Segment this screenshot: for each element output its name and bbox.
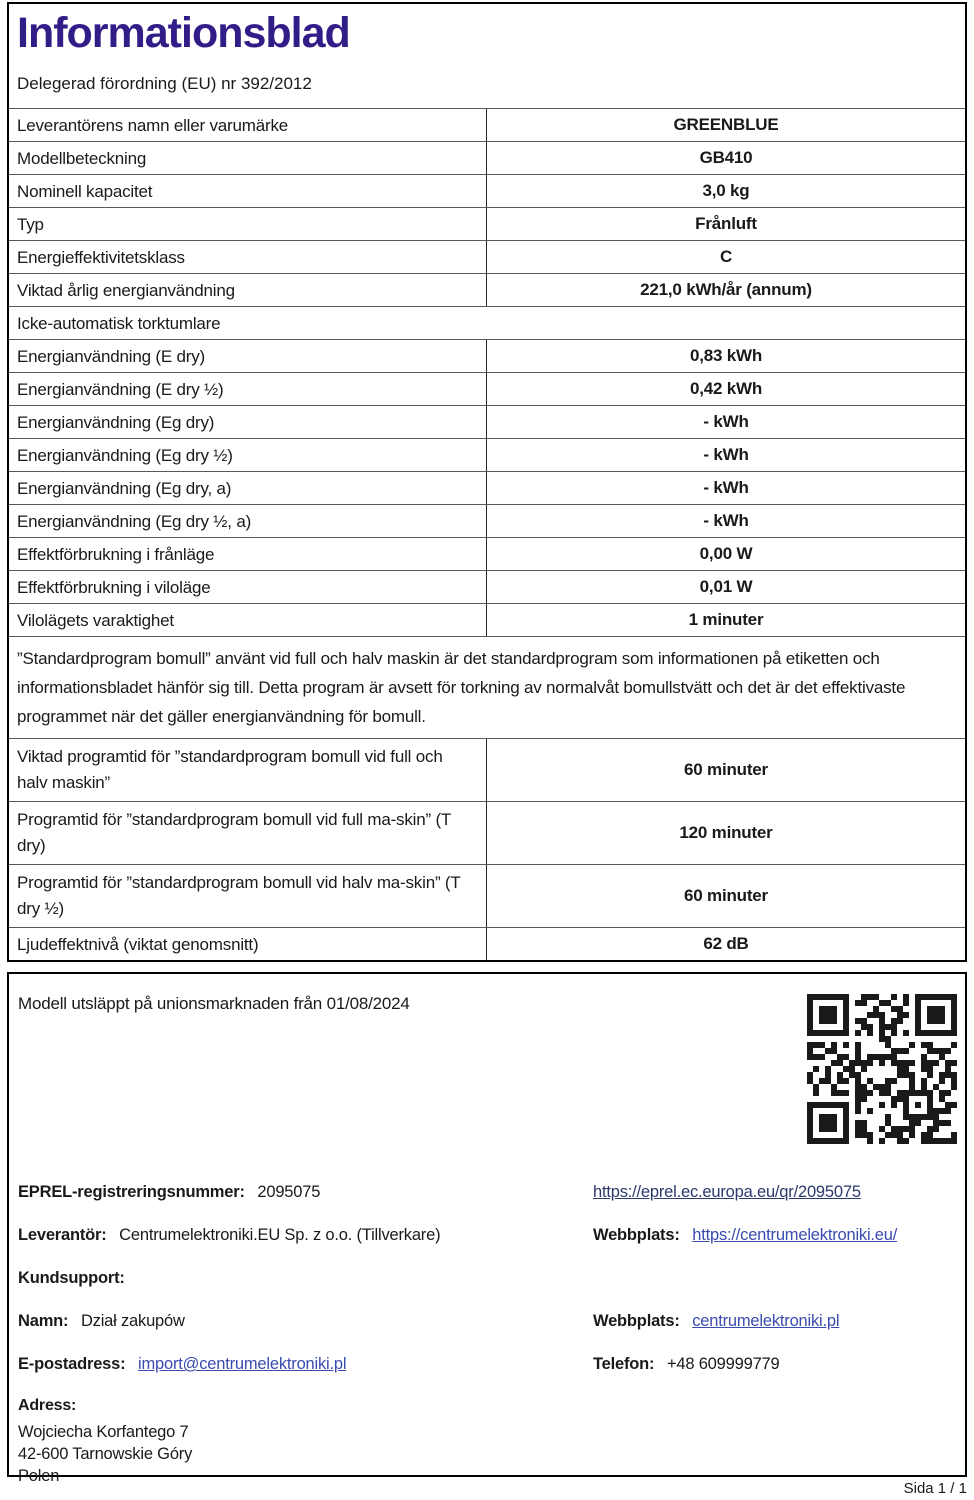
address-block — [18, 1397, 955, 1487]
row-value: 3,0 kg — [486, 175, 965, 207]
page-number: Sida 1 / 1 — [903, 1480, 967, 1497]
row-value: 120 minuter — [486, 802, 965, 864]
row-value: 0,83 kWh — [486, 340, 965, 372]
table-row — [9, 471, 965, 504]
supplier-row — [18, 1225, 955, 1246]
phone-number: +48 609999779 — [666, 1355, 780, 1373]
table-row — [9, 801, 965, 864]
market-date-row — [9, 974, 965, 1182]
row-label: Energianvändning (Eg dry ½) — [17, 445, 233, 465]
eprel-label: EPREL-registreringsnummer: — [18, 1183, 245, 1201]
row-value: 221,0 kWh/år (annum) — [486, 274, 965, 306]
table-row — [9, 174, 965, 207]
table-row — [9, 537, 965, 570]
eprel-number: 2095075 — [257, 1183, 321, 1201]
row-label: Energianvändning (E dry ½) — [17, 379, 224, 399]
row-value: C — [486, 241, 965, 273]
info-table — [7, 2, 967, 962]
email-link[interactable]: import@centrumelektroniki.pl — [138, 1355, 347, 1373]
table-row — [9, 108, 965, 141]
row-label: Modellbeteckning — [17, 148, 147, 168]
row-label: Energianvändning (E dry) — [17, 346, 205, 366]
market-date-text: Modell utsläppt på unionsmarknaden från 01/08/2024 — [18, 994, 410, 1013]
supplier-label: Leverantör: — [18, 1226, 107, 1244]
table-row — [9, 306, 965, 339]
row-label: Leverantörens namn eller varumärke — [17, 115, 289, 135]
document-header — [9, 4, 965, 108]
row-label: Vilolägets varaktighet — [17, 610, 174, 630]
row-value: 60 minuter — [486, 739, 965, 801]
table-row — [9, 636, 965, 738]
eprel-url-link[interactable]: https://eprel.ec.europa.eu/qr/2095075 — [593, 1183, 861, 1201]
website-label: Webbplats: — [593, 1226, 680, 1244]
table-row — [9, 339, 965, 372]
qr-code-icon — [807, 994, 957, 1144]
row-label: Energieffektivitetsklass — [17, 247, 185, 267]
table-row — [9, 504, 965, 537]
name-label: Namn: — [18, 1312, 69, 1330]
row-value: 62 dB — [486, 928, 965, 960]
address-line: Polen — [18, 1467, 60, 1485]
row-label: Ljudeffektnivå (viktat genomsnitt) — [17, 934, 259, 954]
table-row — [9, 438, 965, 471]
support-row — [18, 1268, 955, 1289]
table-row — [9, 864, 965, 927]
row-label: Energianvändning (Eg dry ½, a) — [17, 511, 252, 531]
table-row — [9, 372, 965, 405]
table-row — [9, 603, 965, 636]
row-label: ”Standardprogram bomull” använt vid full och halv maskin är det standardprogram som informationen på etiketten och informationsbladet hänför sig till. Detta program är avsett för torkning av normalvåt bomullstvätt och det är det effektivaste programmet när det gäller energianvändning för bomull. — [17, 649, 906, 726]
website-label-2: Webbplats: — [593, 1312, 680, 1330]
row-label: Viktad programtid för ”standardprogram bomull vid full och halv maskin” — [17, 747, 443, 792]
row-value: - kWh — [486, 472, 965, 504]
row-value: GREENBLUE — [486, 109, 965, 141]
row-label: Nominell kapacitet — [17, 181, 153, 201]
contact-box — [7, 972, 967, 1485]
row-label: Programtid för ”standardprogram bomull vid halv ma-skin” (T dry ½) — [17, 873, 461, 918]
page-title: Informationsblad — [17, 9, 350, 57]
row-value: 0,01 W — [486, 571, 965, 603]
table-row — [9, 207, 965, 240]
row-value: - kWh — [486, 406, 965, 438]
contact-details — [9, 1182, 965, 1487]
email-row — [18, 1354, 955, 1375]
row-value: 0,42 kWh — [486, 373, 965, 405]
table-row — [9, 141, 965, 174]
regulation-subtitle: Delegerad förordning (EU) nr 392/2012 — [17, 74, 312, 93]
table-row — [9, 738, 965, 801]
support-name: Dział zakupów — [80, 1312, 185, 1330]
row-label: Icke-automatisk torktumlare — [17, 313, 221, 333]
phone-label: Telefon: — [593, 1355, 655, 1373]
address-line: Wojciecha Korfantego 7 — [18, 1423, 189, 1441]
name-row — [18, 1311, 955, 1332]
row-label: Energianvändning (Eg dry, a) — [17, 478, 232, 498]
row-value: GB410 — [486, 142, 965, 174]
row-label: Viktad årlig energianvändning — [17, 280, 235, 300]
table-row — [9, 405, 965, 438]
row-label: Effektförbrukning i frånläge — [17, 544, 215, 564]
table-row — [9, 273, 965, 306]
row-value: - kWh — [486, 505, 965, 537]
row-label: Energianvändning (Eg dry) — [17, 412, 215, 432]
row-value: 1 minuter — [486, 604, 965, 636]
supplier-website-link[interactable]: https://centrumelektroniki.eu/ — [692, 1226, 898, 1244]
table-row — [9, 240, 965, 273]
row-value: Frånluft — [486, 208, 965, 240]
row-value: - kWh — [486, 439, 965, 471]
address-label: Adress: — [18, 1397, 77, 1414]
support-website-link[interactable]: centrumelektroniki.pl — [692, 1312, 840, 1330]
row-label: Effektförbrukning i viloläge — [17, 577, 211, 597]
spec-rows — [9, 108, 965, 960]
row-value: 0,00 W — [486, 538, 965, 570]
row-label: Programtid för ”standardprogram bomull vid full ma-skin” (T dry) — [17, 810, 451, 855]
table-row — [9, 927, 965, 960]
table-row — [9, 570, 965, 603]
row-label: Typ — [17, 214, 44, 234]
address-line: 42-600 Tarnowskie Góry — [18, 1445, 193, 1463]
row-value: 60 minuter — [486, 865, 965, 927]
supplier-name: Centrumelektroniki.EU Sp. z o.o. (Tillverkare) — [119, 1226, 441, 1244]
email-label: E-postadress: — [18, 1355, 126, 1373]
support-label: Kundsupport: — [18, 1269, 125, 1287]
eprel-row — [18, 1182, 955, 1203]
